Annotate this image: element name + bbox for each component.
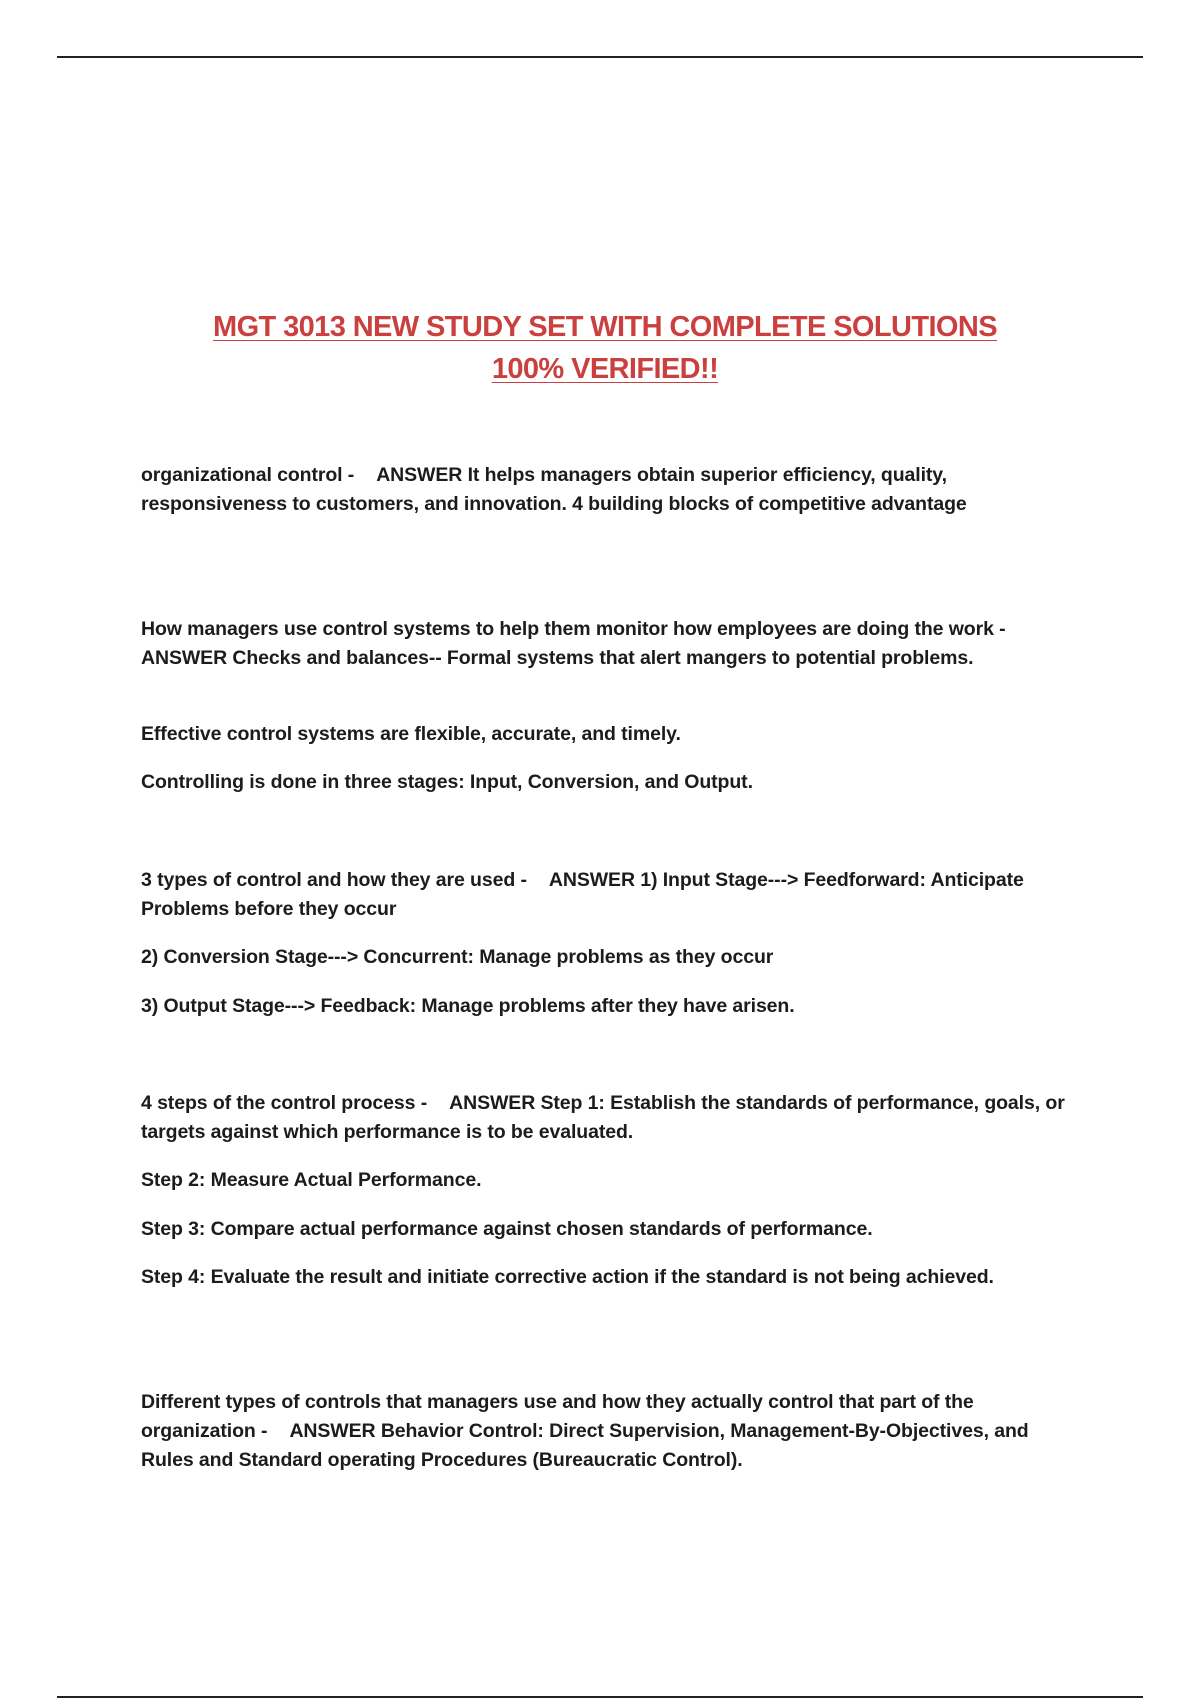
- entry-term: organizational control -: [141, 464, 355, 486]
- entry-answer: ANSWER Checks and balances-- Formal systems that alert mangers to potential problems.: [141, 647, 974, 669]
- entry-control-process-step-2: [141, 1166, 1076, 1195]
- entry-control-process-steps: [141, 1089, 1076, 1147]
- entry-types-of-control-extra-1: [141, 943, 1076, 972]
- title-line-1: MGT 3013 NEW STUDY SET WITH COMPLETE SOLUTIONS: [213, 311, 997, 343]
- entry-paragraph: Step 2: Measure Actual Performance.: [141, 1169, 482, 1191]
- entry-paragraph: [141, 1388, 1076, 1475]
- entry-control-systems: [141, 615, 1076, 673]
- entry-types-of-controls: [141, 1388, 1076, 1475]
- title-line-2: 100% VERIFIED!!: [491, 353, 719, 385]
- entry-types-of-control: [141, 866, 1076, 924]
- entry-types-of-control-extra-2: [141, 992, 1076, 1021]
- entry-paragraph: 2) Conversion Stage---> Concurrent: Manage problems as they occur: [141, 946, 774, 968]
- entry-paragraph: Controlling is done in three stages: Input, Conversion, and Output.: [141, 771, 753, 793]
- entry-control-systems-extra-1: [141, 720, 1076, 749]
- entry-organizational-control: [141, 461, 1076, 519]
- entry-paragraph: [141, 461, 1076, 519]
- document-title: [100, 306, 1110, 390]
- entry-paragraph: [141, 866, 1076, 924]
- entry-answer: ANSWER Behavior Control: Direct Supervision, Management-By-Objectives, and Rules and Standard operating Procedures (Bureaucratic Control).: [141, 1420, 1029, 1471]
- entry-paragraph: 3) Output Stage---> Feedback: Manage problems after they have arisen.: [141, 995, 795, 1017]
- entry-term: Different types of controls that managers use and how they actually control that part of the organization -: [141, 1391, 974, 1442]
- entry-answer: ANSWER 1) Input Stage---> Feedforward: Anticipate Problems before they occur: [141, 869, 1024, 920]
- entry-control-process-step-3: [141, 1215, 1076, 1244]
- entry-control-process-step-4: [141, 1263, 1076, 1292]
- top-rule: [57, 56, 1143, 58]
- entry-paragraph: [141, 1089, 1076, 1147]
- entry-paragraph: Step 3: Compare actual performance against chosen standards of performance.: [141, 1218, 873, 1240]
- entry-answer: ANSWER It helps managers obtain superior efficiency, quality, responsiveness to customers, and innovation. 4 building blocks of competitive advantage: [141, 464, 967, 515]
- entry-paragraph: Effective control systems are flexible, accurate, and timely.: [141, 723, 681, 745]
- entry-term: 3 types of control and how they are used -: [141, 869, 527, 891]
- entry-paragraph: Step 4: Evaluate the result and initiate corrective action if the standard is not being achieved.: [141, 1266, 994, 1288]
- bottom-rule: [57, 1696, 1143, 1698]
- entry-control-systems-extra-2: [141, 768, 1076, 797]
- entry-paragraph: [141, 615, 1076, 673]
- entry-term: How managers use control systems to help them monitor how employees are doing the work -: [141, 618, 1006, 640]
- entry-term: 4 steps of the control process -: [141, 1092, 428, 1114]
- entry-answer: ANSWER Step 1: Establish the standards of performance, goals, or targets against which performance is to be evaluated.: [141, 1092, 1065, 1143]
